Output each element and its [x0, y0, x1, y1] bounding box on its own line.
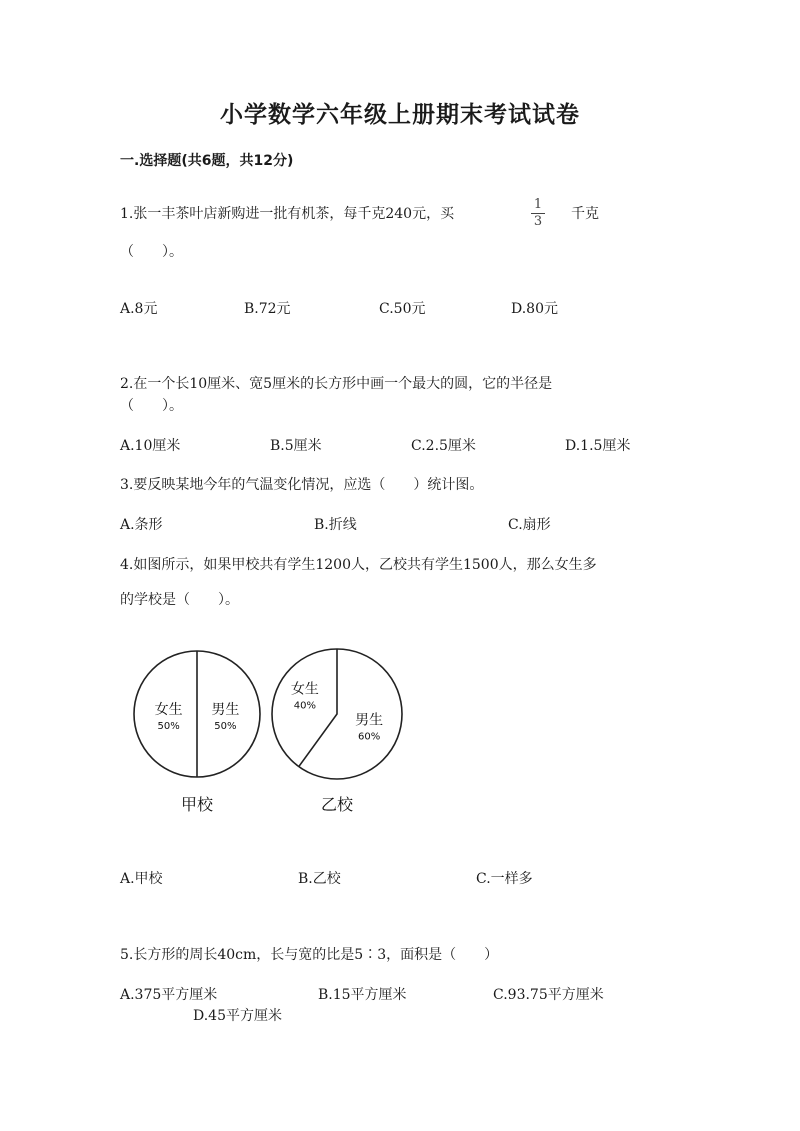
- question-5-option-c: C.93.75平方厘米: [493, 987, 604, 1003]
- question-3-option-c: C.扇形: [508, 517, 551, 533]
- question-4-stem: 4.如图所示，如果甲校共有学生1200人，乙校共有学生1500人，那么女生多: [120, 557, 597, 573]
- pie-slice-value: 40%: [293, 700, 316, 712]
- question-2-option-d: D.1.5厘米: [565, 438, 631, 454]
- question-2-option-a: A.10厘米: [120, 438, 181, 454]
- question-1-option-b: B.72元: [244, 301, 291, 317]
- fraction-numerator: 1: [533, 197, 543, 212]
- question-1-option-d: D.80元: [511, 301, 558, 317]
- pie-slice-value: 50%: [157, 721, 180, 732]
- question-1-stem-after: 千克: [571, 206, 599, 222]
- question-3-option-b: B.折线: [314, 517, 357, 533]
- question-2-stem: 2.在一个长10厘米、宽5厘米的长方形中画一个最大的圆，它的半径是: [120, 376, 553, 392]
- pie-slice-label: 男生: [211, 702, 240, 718]
- question-3-option-a: A.条形: [120, 517, 163, 533]
- pie-slice-value: 60%: [358, 731, 381, 743]
- question-5-option-a: A.375平方厘米: [120, 987, 218, 1003]
- question-1-option-c: C.50元: [379, 301, 426, 317]
- question-5-option-b: B.15平方厘米: [318, 987, 407, 1003]
- exam-title: 小学数学六年级上册期末考试试卷: [220, 101, 580, 128]
- pie-slice-label: 男生: [355, 712, 384, 729]
- question-4-option-a: A.甲校: [120, 871, 163, 887]
- fraction-denominator: 3: [533, 214, 543, 229]
- pie-slice-label: 女生: [154, 702, 183, 718]
- pie-slice-label: 女生: [290, 681, 319, 698]
- question-2-option-c: C.2.5厘米: [411, 438, 476, 454]
- pie-chart-title: 甲校: [180, 795, 214, 814]
- question-1-stem: 1.张一丰茶叶店新购进一批有机茶，每千克240元，买: [120, 206, 455, 222]
- question-2-blank: （ ）。: [120, 398, 183, 414]
- question-4-blank: 的学校是（ ）。: [120, 592, 239, 608]
- question-1-option-a: A.8元: [120, 301, 158, 317]
- question-2-option-b: B.5厘米: [270, 438, 322, 454]
- question-5-option-d: D.45平方厘米: [193, 1008, 282, 1024]
- section-heading: 一.选择题(共6题，共12分): [120, 153, 294, 169]
- question-5-stem: 5.长方形的周长40cm，长与宽的比是5∶3，面积是（ ）: [120, 947, 499, 963]
- pie-chart-title: 乙校: [320, 795, 354, 814]
- question-4-option-b: B.乙校: [298, 871, 341, 887]
- question-4-option-c: C.一样多: [476, 871, 533, 887]
- question-1-blank: （ ）。: [120, 244, 183, 260]
- pie-chart-jiaxiao: [134, 651, 260, 814]
- pie-slice-value: 50%: [214, 721, 237, 732]
- question-3-stem: 3.要反映某地今年的气温变化情况，应选（ ）统计图。: [120, 477, 484, 493]
- pie-chart-yixiao: [272, 649, 402, 814]
